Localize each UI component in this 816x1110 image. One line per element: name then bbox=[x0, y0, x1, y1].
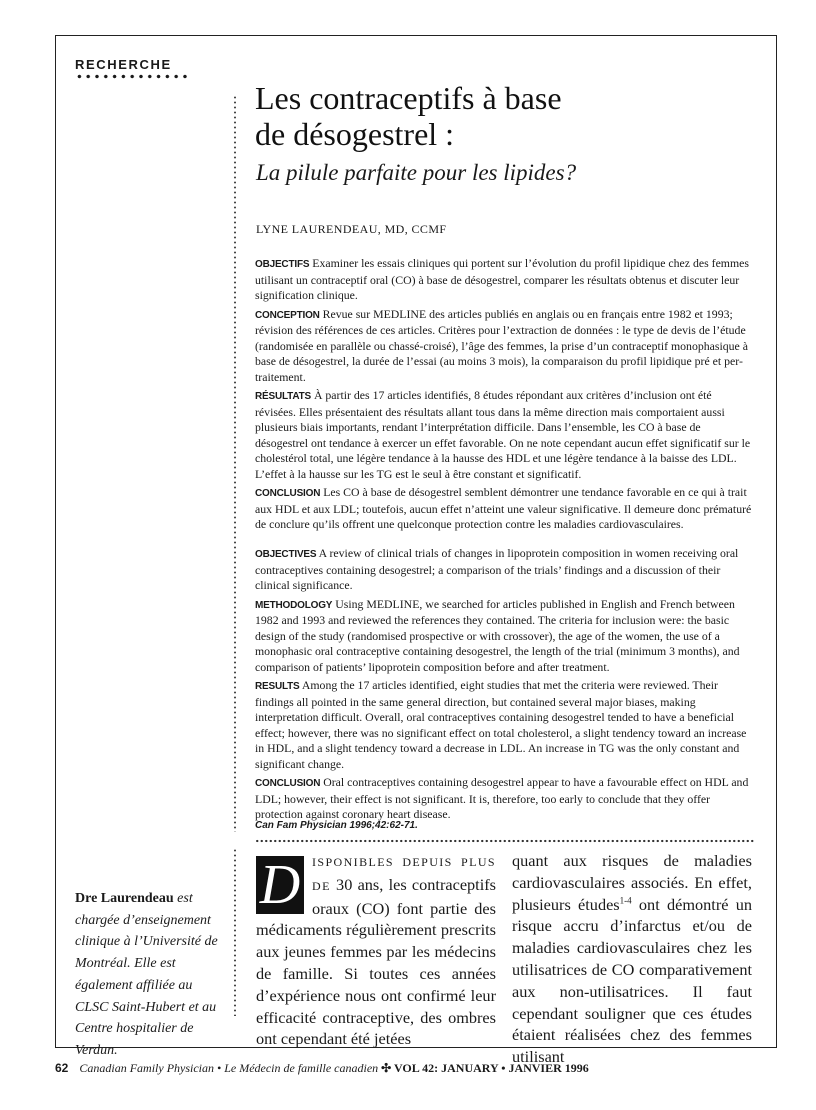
abstract-en-conclusion: CONCLUSION Oral contraceptives containing desogestrel appear to have a favourable effect on HDL and LDL; however, their effect is not significant. It is, therefore, too early to conclude that they offer protection against coronary heart disease. bbox=[255, 775, 749, 821]
article-subtitle: La pilule parfaite pour les lipides? bbox=[256, 160, 577, 185]
lead-in-smallcaps: ISPONIBLES DEPUIS PLUS DE bbox=[312, 855, 496, 893]
drop-cap: D bbox=[256, 856, 304, 914]
abstract-en-results: RESULTS Among the 17 articles identified, eight studies that met the criteria were reviewed. Their findings all pointed in the same general direction, but contained several major biases, making interpretation difficult. Overall, oral contraceptives containing desogestrel tended to have a beneficial effect; however, there was no significant effect on total cholesterol, a slight tendency toward an increase in HDL, and a slight tendency toward a decrease in LDL. An increase in TG was the only constant and significant change. bbox=[255, 678, 747, 771]
bio-text: est chargée d’enseignement clinique à l’Université de Montréal. Elle est également affiliée au CLSC Saint-Hubert et au Centre hospitalier de Verdun. bbox=[75, 891, 218, 1058]
author-byline: LYNE LAURENDEAU, MD, CCMF bbox=[256, 222, 447, 236]
reference-superscript: 1-4 bbox=[619, 895, 632, 906]
abstract-english bbox=[255, 546, 755, 826]
vertical-dotted-rule-lower bbox=[234, 848, 236, 1016]
issue-info: ✣ VOL 42: JANUARY • JANVIER 1996 bbox=[381, 1061, 589, 1075]
title-line-1: Les contraceptifs à base bbox=[255, 80, 562, 116]
journal-name: Canadian Family Physician • Le Médecin de famille canadien bbox=[79, 1061, 379, 1075]
abstract-en-methodology: METHODOLOGY Using MEDLINE, we searched for articles published in English and French between 1982 and 1993 and reviewed the references they contained. The criteria for inclusion were: the basic design of the study (randomised prospective or with crossover), the age of the women, the use of a monophasic oral contraceptive containing desogestrel, the length of the trial (minimum 3 months), and comparison of patients’ lipoprotein composition before and after treatment. bbox=[255, 596, 740, 674]
page-number: 62 bbox=[55, 1061, 69, 1075]
abstract-french bbox=[255, 256, 755, 536]
vertical-dotted-rule bbox=[234, 95, 236, 832]
title-line-2: de désogestrel : bbox=[255, 116, 455, 152]
abstract-fr-objectives: OBJECTIFS Examiner les essais cliniques qui portent sur l’évolution du profil lipidique chez des femmes utilisant un contraceptif oral (CO) à base de désogestrel, comparer les résultats obtenus et discuter leur signification clinique. bbox=[255, 256, 749, 302]
page-footer bbox=[55, 1061, 589, 1076]
horizontal-dotted-rule bbox=[255, 838, 755, 844]
body-column-1 bbox=[256, 850, 496, 1050]
abstract-en-objectives: OBJECTIVES A review of clinical trials of changes in lipoprotein composition in women receiving oral contraceptives containing desogestrel; a comparison of the trials’ findings and a discussion of their clinical significance. bbox=[255, 546, 739, 592]
article-title bbox=[255, 80, 755, 152]
abstract-fr-conclusion: CONCLUSION Les CO à base de désogestrel semblent démontrer une tendance favorable en ce qui à trait aux HDL et aux LDL; toutefois, aucun effet n’atteint une valeur significative. Il demeure donc prématuré de conclure qu’ils offrent une quelconque protection contre les maladies cardiovasculaires. bbox=[255, 485, 752, 531]
section-label: RECHERCHE bbox=[75, 57, 172, 72]
bio-name: Dre Laurendeau bbox=[75, 891, 174, 906]
body-text-col1: 30 ans, les contraceptifs oraux (CO) font partie des médicaments régulièrement prescrits aux jeunes femmes par les médecins de famille. Si toutes ces années d’expérience nous ont confirmé leur efficacité contraceptive, des ombres ont cependant été jetées bbox=[256, 874, 496, 1049]
body-column-2: quant aux risques de maladies cardiovasculaires associés. En effet, plusieurs études$^{1-4}$ ont démontré un risque accru d’infarctus et/ou de maladies cardiovasculaires chez les utilisatrices de CO comparativement aux non-utilisatrices. Il faut cependant souligner que ces études étaient réalisées chez des femmes utilisant bbox=[512, 851, 753, 1067]
journal-citation: Can Fam Physician 1996;42:62-71. bbox=[255, 820, 418, 831]
abstract-fr-results: RÉSULTATS À partir des 17 articles identifiés, 8 études répondant aux critères d’inclusion ont été révisées. Elles présentaient des résultats allant tous dans la même direction mais comportaient aussi plusieurs biais importants, rendant l’interprétation difficile. Dans l’ensemble, les CO à base de désogestrel ont tendance à exercer un effet favorable. On ne note cependant aucun effet significatif sur le cholestérol total, une légère tendance à la hausse des HDL et une légère tendance à la baisse des LDL. L’effet à la hausse sur les TG est le seul à être constant et significatif. bbox=[255, 388, 751, 481]
section-dots-divider bbox=[75, 73, 190, 80]
author-bio bbox=[75, 888, 225, 1062]
abstract-fr-design: CONCEPTION Revue sur MEDLINE des articles publiés en anglais ou en français entre 1982 et 1993; révision des références de ces articles. Critères pour l’extraction de données : le type de devis de l’étude (randomisée en parallèle ou chassé-croisé), l’âge des femmes, la prise d’un contraceptif monophasique à base de désogestrel, la durée de l’essai (au moins 3 mois), la comparaison du profil lipidique pré et per-traitement. bbox=[255, 306, 748, 384]
